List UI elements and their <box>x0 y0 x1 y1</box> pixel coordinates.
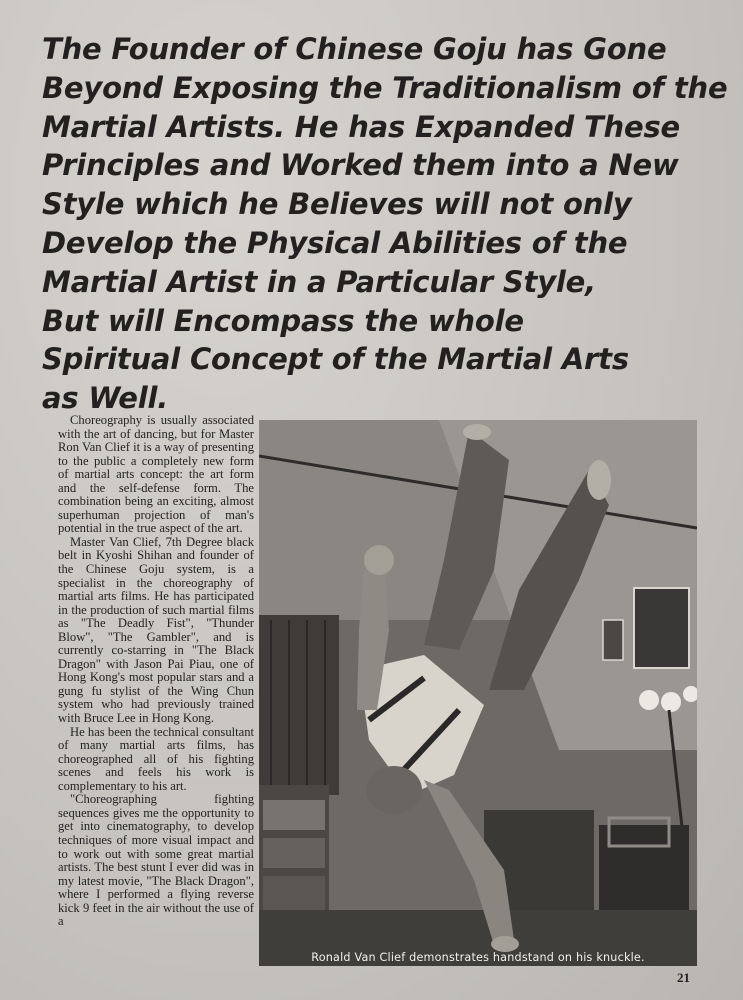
headline-line: But will Encompass the whole <box>42 303 524 338</box>
headline-line: Martial Artist in a Particular Style, <box>42 264 596 299</box>
handstand-photo <box>259 420 697 966</box>
headline-line: Develop the Physical Abilities of the <box>42 225 628 260</box>
headline-line: Spiritual Concept of the Martial Arts <box>42 342 629 377</box>
article-paragraph: Choreography is usually associated with the art of dancing, but for Master Ron Van Clief it is a way of presenting to the public a completely new form of martial arts concept: the art form and the self-defense form. The combination being an exciting, almost superhuman projection of man's potential in the true aspect of the art. <box>58 413 254 536</box>
article-paragraph: "Choreographing fighting sequences gives me the opportunity to get into cinematography, to develop techniques of more visual impact and to work out with some great martial artists. The best stunt I ever did was in my latest movie, "The Black Dragon", where I performed a flying reverse kick 9 feet in the air without the use of a <box>58 792 254 929</box>
page-number: 21 <box>677 970 690 985</box>
headline-line: The Founder of Chinese Goju has Gone <box>42 32 667 66</box>
headline-line: as Well. <box>42 381 169 416</box>
headline-line: Beyond Exposing the Traditionalism of the <box>42 70 728 105</box>
article-column <box>58 414 254 929</box>
headline <box>42 30 728 418</box>
article-paragraph: He has been the technical consultant of many martial arts films, has choreographed all of his fighting scenes and feels his work is complementary to his art. <box>58 724 254 793</box>
headline-line: Style which he Believes will not only <box>42 187 632 222</box>
headline-line: Principles and Worked them into a New <box>42 148 679 183</box>
photo-illustration <box>259 420 697 966</box>
article-paragraph: Master Van Clief, 7th Degree black belt in Kyoshi Shihan and founder of the Chinese Goju system, is a specialist in the choreography of martial arts films. He has participated in the production of such martial films as "The Deadly Fist", "Thunder Blow", "The Gambler", and is currently co-starring in "The Black Dragon" with Jason Pai Piau, one of Hong Kong's most popular stars and a gung fu stylist of the Wing Chun system who had previously trained with Bruce Lee in Hong Kong. <box>58 534 254 726</box>
headline-line: Martial Artists. He has Expanded These <box>42 109 680 144</box>
photo-caption: Ronald Van Clief demonstrates handstand on his knuckle. <box>311 951 645 964</box>
